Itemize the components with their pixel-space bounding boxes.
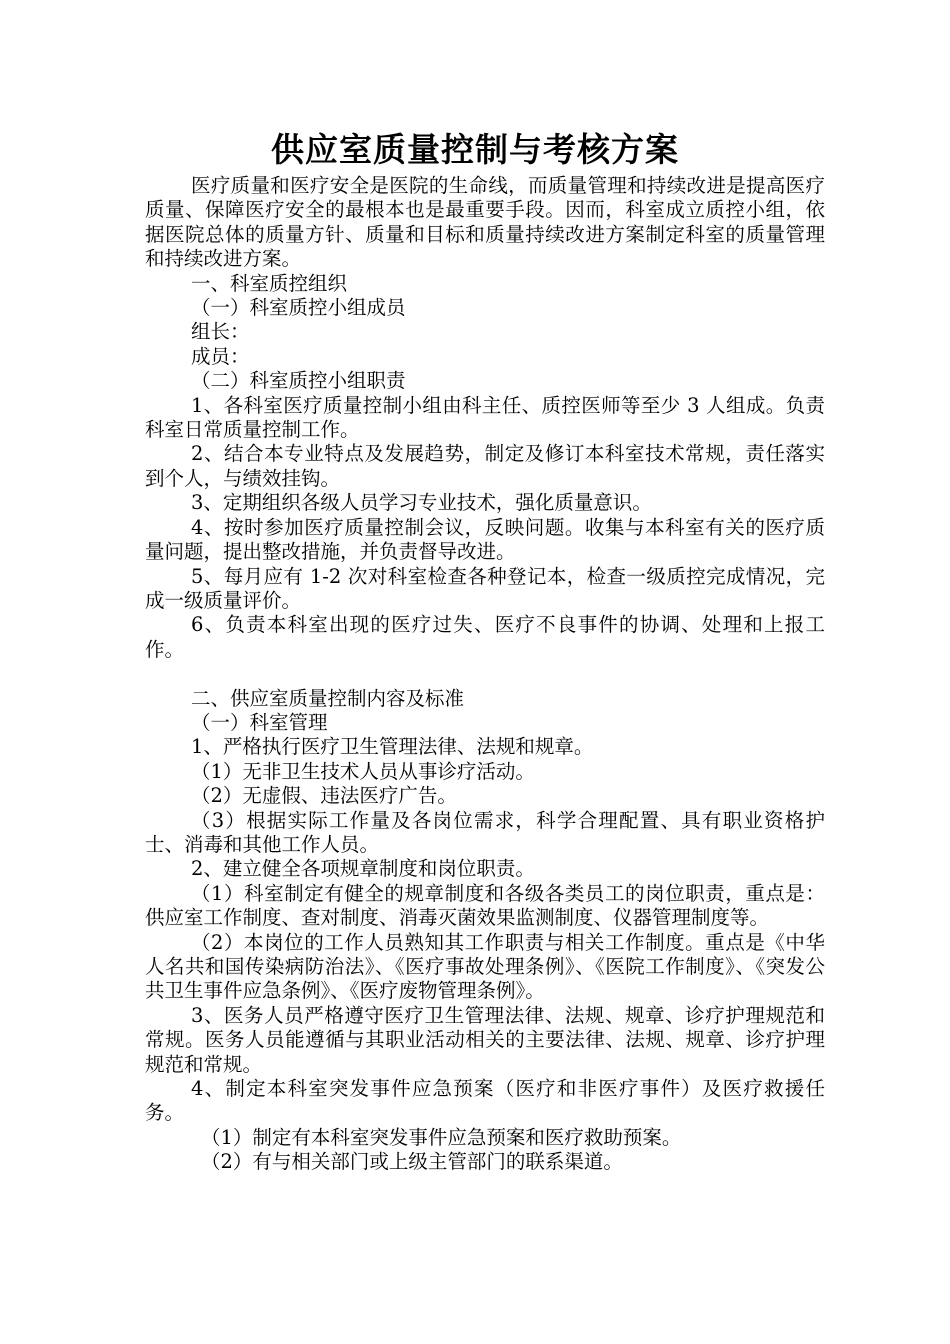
list-item: 2、结合本专业特点及发展趋势，制定及修订本科室技术常规，责任落实到个人，与绩效挂钩。 — [145, 442, 825, 490]
section-heading-1: 一、科室质控组织 — [191, 271, 348, 295]
blank-line — [145, 662, 825, 686]
list-item: 2、建立健全各项规章制度和岗位职责。 — [191, 857, 535, 881]
sub-list-item: （3）根据实际工作量及各岗位需求，科学合理配置、具有职业资格护士、消毒和其他工作人员。 — [145, 808, 825, 856]
list-item: 1、各科室医疗质量控制小组由科主任、质控医师等至少 3 人组成。负责科室日常质量控制工作。 — [145, 393, 825, 442]
list-item: 3、医务人员严格遵守医疗卫生管理法律、法规、规章、诊疗护理规范和常规。医务人员能遵循与其职业活动相关的主要法律、法规、规章、诊疗护理规范和常规。 — [145, 1003, 825, 1076]
intro-paragraph: 医疗质量和医疗安全是医院的生命线，而质量管理和持续改进是提高医疗质量、保障医疗安全的最根本也是最重要手段。因而，科室成立质控小组，依据医院总体的质量方针、质量和目标和质量持续改进方案制定科室的质量管理和持续改进方案。 — [145, 174, 825, 271]
group-members-line: 成员： — [191, 344, 250, 368]
list-item: 1、严格执行医疗卫生管理法律、法规和规章。 — [191, 735, 594, 759]
document-title: 供应室质量控制与考核方案 — [271, 130, 679, 169]
subsection-heading: （二）科室质控小组职责 — [191, 369, 406, 393]
document-body — [145, 174, 825, 1175]
section-heading-2: 二、供应室质量控制内容及标准 — [191, 686, 465, 710]
sub-list-item: （1）科室制定有健全的规章制度和各级各类员工的岗位职责，重点是：供应室工作制度、查对制度、消毒灭菌效果监测制度、仪器管理制度等。 — [145, 881, 825, 930]
list-item: 3、定期组织各级人员学习专业技术，强化质量意识。 — [191, 491, 652, 515]
sub-list-item: （2）有与相关部门或上级主管部门的联系渠道。 — [201, 1150, 623, 1174]
sub-list-item: （1）无非卫生技术人员从事诊疗活动。 — [191, 759, 535, 783]
list-item: 5、每月应有 1-2 次对科室检查各种登记本，检查一级质控完成情况，完成一级质量评价。 — [145, 564, 825, 612]
list-item: 4、制定本科室突发事件应急预案（医疗和非医疗事件）及医疗救援任务。 — [145, 1077, 825, 1125]
sub-list-item: （2）无虚假、违法医疗广告。 — [191, 784, 457, 808]
subsection-heading: （一）科室质控小组成员 — [191, 296, 406, 320]
sub-list-item: （1）制定有本科室突发事件应急预案和医疗救助预案。 — [201, 1125, 682, 1149]
subsection-heading: （一）科室管理 — [191, 710, 328, 734]
group-leader-line: 组长： — [191, 320, 250, 344]
sub-list-item: （2）本岗位的工作人员熟知其工作职责与相关工作制度。重点是《中华人名共和国传染病防治法》、《医疗事故处理条例》、《医院工作制度》、《突发公共卫生事件应急条例》、《医疗废物管理条例》。 — [145, 930, 825, 1003]
list-item: 6、负责本科室出现的医疗过失、医疗不良事件的协调、处理和上报工作。 — [145, 613, 825, 661]
list-item: 4、按时参加医疗质量控制会议，反映问题。收集与本科室有关的医疗质量问题，提出整改措施，并负责督导改进。 — [145, 515, 825, 564]
